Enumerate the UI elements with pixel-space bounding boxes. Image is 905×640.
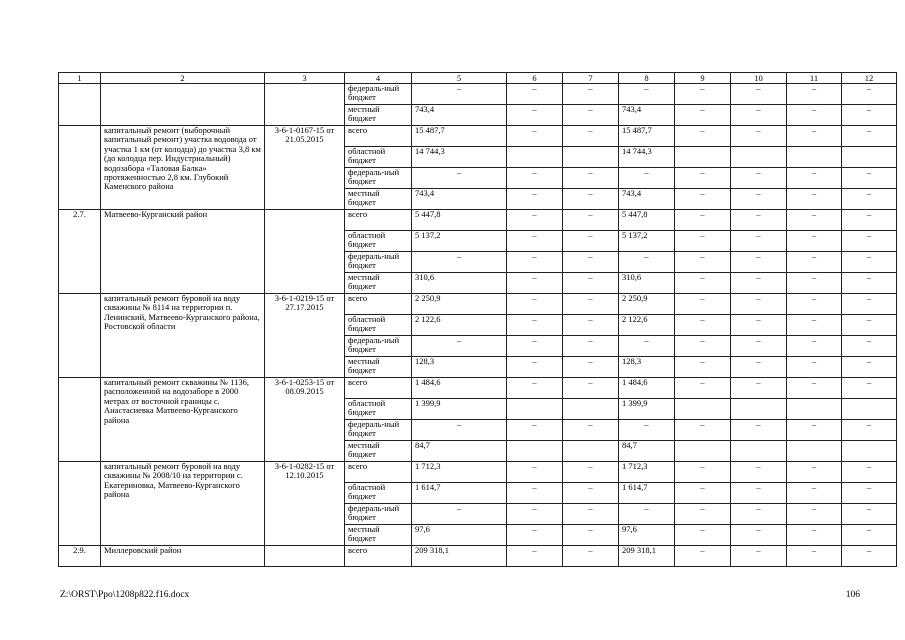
header-cell: 9	[675, 73, 731, 84]
value-cell-c5: 1 484,6	[412, 378, 507, 399]
value-cell-c8: 209 318,1	[619, 546, 675, 567]
value-cell-c5: 1 399,9	[412, 399, 507, 420]
funding-source-cell: федераль-ный бюджет	[345, 504, 412, 525]
value-cell-c12: –	[842, 273, 897, 294]
value-cell-c12: –	[842, 210, 897, 231]
value-cell-c12: –	[842, 336, 897, 357]
value-cell-c12	[842, 441, 897, 462]
budget-table	[58, 72, 897, 567]
value-cell-c11	[787, 441, 842, 462]
value-cell-c11: –	[787, 462, 842, 483]
document-number-cell: 3-6-1-0253-15 от 08.09.2015	[265, 378, 345, 462]
value-cell-c6: –	[507, 378, 563, 399]
value-cell-c10: –	[731, 231, 787, 252]
table-row	[59, 378, 897, 399]
value-cell-c9: –	[675, 210, 731, 231]
value-cell-c12: –	[842, 378, 897, 399]
value-cell-c10: –	[731, 462, 787, 483]
value-cell-c7	[563, 147, 619, 168]
value-cell-c12: –	[842, 462, 897, 483]
value-cell-c6: –	[507, 126, 563, 147]
item-number-cell	[59, 126, 101, 210]
value-cell-c5: –	[412, 168, 507, 189]
value-cell-c11	[787, 399, 842, 420]
item-name-cell: капитальный ремонт скважины № 1136, расположенной на водозаборе в 2000 метрах от восточной границы с. Анастасиевка Матвеево-Курганского района	[101, 378, 265, 462]
funding-source-cell: всего	[345, 126, 412, 147]
value-cell-c7	[563, 441, 619, 462]
value-cell-c9: –	[675, 168, 731, 189]
funding-source-cell: областной бюджет	[345, 399, 412, 420]
value-cell-c12: –	[842, 105, 897, 126]
value-cell-c5: 209 318,1	[412, 546, 507, 567]
value-cell-c12: –	[842, 189, 897, 210]
value-cell-c9: –	[675, 357, 731, 378]
value-cell-c12: –	[842, 84, 897, 105]
value-cell-c11: –	[787, 231, 842, 252]
value-cell-c8: 310,6	[619, 273, 675, 294]
header-cell: 4	[345, 73, 412, 84]
value-cell-c8: 15 487,7	[619, 126, 675, 147]
value-cell-c12: –	[842, 546, 897, 567]
item-number-cell: 2.7.	[59, 210, 101, 294]
value-cell-c12: –	[842, 252, 897, 273]
value-cell-c9: –	[675, 504, 731, 525]
value-cell-c8: 2 122,6	[619, 315, 675, 336]
table-row	[59, 210, 897, 231]
value-cell-c6: –	[507, 273, 563, 294]
value-cell-c5: –	[412, 420, 507, 441]
funding-source-cell: федераль-ный бюджет	[345, 252, 412, 273]
funding-source-cell: федераль-ный бюджет	[345, 336, 412, 357]
value-cell-c5: 97,6	[412, 525, 507, 546]
value-cell-c8: 743,4	[619, 189, 675, 210]
table-row	[59, 126, 897, 147]
value-cell-c7: –	[563, 294, 619, 315]
value-cell-c8: 1 614,7	[619, 483, 675, 504]
funding-source-cell: местный бюджет	[345, 525, 412, 546]
document-number-cell	[265, 210, 345, 294]
value-cell-c10: –	[731, 525, 787, 546]
header-cell: 2	[101, 73, 265, 84]
value-cell-c10: –	[731, 378, 787, 399]
value-cell-c6: –	[507, 462, 563, 483]
item-number-cell	[59, 84, 101, 126]
value-cell-c9: –	[675, 378, 731, 399]
item-name-cell: Матвеево-Курганский район	[101, 210, 265, 294]
value-cell-c12: –	[842, 168, 897, 189]
value-cell-c10: –	[731, 483, 787, 504]
value-cell-c11: –	[787, 105, 842, 126]
value-cell-c10: –	[731, 357, 787, 378]
header-cell: 12	[842, 73, 897, 84]
value-cell-c8: 743,4	[619, 105, 675, 126]
value-cell-c6: –	[507, 357, 563, 378]
value-cell-c5: 2 250,9	[412, 294, 507, 315]
value-cell-c11: –	[787, 525, 842, 546]
value-cell-c11: –	[787, 126, 842, 147]
value-cell-c5: 743,4	[412, 105, 507, 126]
value-cell-c9	[675, 441, 731, 462]
value-cell-c8: 128,3	[619, 357, 675, 378]
item-number-cell	[59, 294, 101, 378]
value-cell-c8: 1 399,9	[619, 399, 675, 420]
table-row	[59, 84, 897, 105]
value-cell-c9	[675, 147, 731, 168]
item-name-cell: Миллеровский район	[101, 546, 265, 567]
funding-source-cell: местный бюджет	[345, 273, 412, 294]
value-cell-c11: –	[787, 378, 842, 399]
value-cell-c10: –	[731, 252, 787, 273]
value-cell-c9: –	[675, 525, 731, 546]
value-cell-c11: –	[787, 357, 842, 378]
value-cell-c7: –	[563, 168, 619, 189]
value-cell-c7: –	[563, 378, 619, 399]
value-cell-c10: –	[731, 168, 787, 189]
header-row	[59, 73, 897, 84]
value-cell-c10: –	[731, 84, 787, 105]
value-cell-c7: –	[563, 336, 619, 357]
value-cell-c11: –	[787, 252, 842, 273]
value-cell-c5: 1 712,3	[412, 462, 507, 483]
value-cell-c6	[507, 147, 563, 168]
funding-source-cell: местный бюджет	[345, 105, 412, 126]
value-cell-c9: –	[675, 126, 731, 147]
value-cell-c11: –	[787, 315, 842, 336]
value-cell-c8: 2 250,9	[619, 294, 675, 315]
value-cell-c5: 84,7	[412, 441, 507, 462]
value-cell-c11: –	[787, 273, 842, 294]
value-cell-c6: –	[507, 420, 563, 441]
value-cell-c10: –	[731, 504, 787, 525]
value-cell-c7: –	[563, 546, 619, 567]
value-cell-c11: –	[787, 336, 842, 357]
value-cell-c6: –	[507, 483, 563, 504]
value-cell-c9: –	[675, 315, 731, 336]
value-cell-c5: –	[412, 84, 507, 105]
value-cell-c11: –	[787, 294, 842, 315]
value-cell-c6: –	[507, 252, 563, 273]
document-number-cell	[265, 546, 345, 567]
item-name-cell: капитальный ремонт буровой на воду скважины № 8114 на территории п. Ленинский, Матвеево-Курганского района, Ростовской области	[101, 294, 265, 378]
value-cell-c10: –	[731, 336, 787, 357]
value-cell-c6: –	[507, 294, 563, 315]
value-cell-c5: 5 137,2	[412, 231, 507, 252]
value-cell-c10: –	[731, 189, 787, 210]
funding-source-cell: местный бюджет	[345, 357, 412, 378]
value-cell-c9: –	[675, 336, 731, 357]
funding-source-cell: областной бюджет	[345, 147, 412, 168]
value-cell-c5: 14 744,3	[412, 147, 507, 168]
value-cell-c7: –	[563, 126, 619, 147]
value-cell-c5: 128,3	[412, 357, 507, 378]
value-cell-c5: 5 447,8	[412, 210, 507, 231]
value-cell-c6	[507, 441, 563, 462]
item-number-cell	[59, 378, 101, 462]
value-cell-c6: –	[507, 168, 563, 189]
value-cell-c7: –	[563, 525, 619, 546]
table-row	[59, 462, 897, 483]
funding-source-cell: местный бюджет	[345, 441, 412, 462]
value-cell-c8: 84,7	[619, 441, 675, 462]
funding-source-cell: местный бюджет	[345, 189, 412, 210]
value-cell-c8: 1 484,6	[619, 378, 675, 399]
header-cell: 6	[507, 73, 563, 84]
value-cell-c9: –	[675, 252, 731, 273]
value-cell-c11: –	[787, 420, 842, 441]
document-number-cell: 3-6-1-0167-15 от 21.05.2015	[265, 126, 345, 210]
value-cell-c5: 310,6	[412, 273, 507, 294]
value-cell-c6: –	[507, 105, 563, 126]
value-cell-c7: –	[563, 84, 619, 105]
header-cell: 5	[412, 73, 507, 84]
value-cell-c8: –	[619, 504, 675, 525]
value-cell-c7: –	[563, 273, 619, 294]
value-cell-c7: –	[563, 483, 619, 504]
value-cell-c10: –	[731, 273, 787, 294]
file-path: Z:\ORST\Ppo\1208p822.f16.docx	[60, 590, 190, 600]
document-number-cell: 3-6-1-0282-15 от 12.10.2015	[265, 462, 345, 546]
page-number: 106	[845, 590, 860, 600]
value-cell-c9: –	[675, 294, 731, 315]
value-cell-c7: –	[563, 420, 619, 441]
value-cell-c5: 1 614,7	[412, 483, 507, 504]
value-cell-c12: –	[842, 315, 897, 336]
funding-source-cell: федераль-ный бюджет	[345, 168, 412, 189]
value-cell-c7: –	[563, 315, 619, 336]
value-cell-c9	[675, 399, 731, 420]
value-cell-c6: –	[507, 504, 563, 525]
value-cell-c8: 97,6	[619, 525, 675, 546]
value-cell-c8: 1 712,3	[619, 462, 675, 483]
header-cell: 10	[731, 73, 787, 84]
funding-source-cell: всего	[345, 294, 412, 315]
value-cell-c9: –	[675, 420, 731, 441]
value-cell-c9: –	[675, 84, 731, 105]
table-body	[59, 73, 897, 567]
table-row	[59, 294, 897, 315]
document-number-cell	[265, 84, 345, 126]
value-cell-c10: –	[731, 294, 787, 315]
funding-source-cell: всего	[345, 210, 412, 231]
value-cell-c8: –	[619, 420, 675, 441]
value-cell-c5: –	[412, 504, 507, 525]
funding-source-cell: федераль-ный бюджет	[345, 420, 412, 441]
value-cell-c6: –	[507, 315, 563, 336]
header-cell: 3	[265, 73, 345, 84]
value-cell-c9: –	[675, 462, 731, 483]
item-number-cell: 2.9.	[59, 546, 101, 567]
value-cell-c12: –	[842, 483, 897, 504]
funding-source-cell: федераль-ный бюджет	[345, 84, 412, 105]
value-cell-c9: –	[675, 189, 731, 210]
value-cell-c5: 743,4	[412, 189, 507, 210]
value-cell-c8: –	[619, 168, 675, 189]
value-cell-c9: –	[675, 546, 731, 567]
value-cell-c8: –	[619, 252, 675, 273]
value-cell-c6: –	[507, 525, 563, 546]
value-cell-c7: –	[563, 357, 619, 378]
value-cell-c7: –	[563, 210, 619, 231]
header-cell: 8	[619, 73, 675, 84]
value-cell-c10: –	[731, 210, 787, 231]
value-cell-c8: 14 744,3	[619, 147, 675, 168]
value-cell-c5: –	[412, 252, 507, 273]
value-cell-c7: –	[563, 504, 619, 525]
value-cell-c12: –	[842, 504, 897, 525]
funding-source-cell: всего	[345, 546, 412, 567]
value-cell-c10	[731, 399, 787, 420]
value-cell-c6: –	[507, 546, 563, 567]
value-cell-c7: –	[563, 252, 619, 273]
value-cell-c7	[563, 399, 619, 420]
value-cell-c9: –	[675, 105, 731, 126]
funding-source-cell: всего	[345, 378, 412, 399]
value-cell-c7: –	[563, 462, 619, 483]
value-cell-c8: 5 447,8	[619, 210, 675, 231]
value-cell-c7: –	[563, 231, 619, 252]
value-cell-c6: –	[507, 84, 563, 105]
value-cell-c6: –	[507, 210, 563, 231]
value-cell-c5: 2 122,6	[412, 315, 507, 336]
funding-source-cell: областной бюджет	[345, 231, 412, 252]
value-cell-c12: –	[842, 294, 897, 315]
item-number-cell	[59, 462, 101, 546]
value-cell-c7: –	[563, 189, 619, 210]
value-cell-c5: –	[412, 336, 507, 357]
value-cell-c8: –	[619, 336, 675, 357]
value-cell-c10	[731, 441, 787, 462]
value-cell-c11: –	[787, 210, 842, 231]
item-name-cell: капитальный ремонт (выборочный капитальный ремонт) участка водовода от участка 1 км (от колодца) до участка 3,8 км (до колодца пер. Индустриальный) водозабора «Таловая Балка» протяженностью 2,8 км. Глубокий Каменского района	[101, 126, 265, 210]
value-cell-c8: 5 137,2	[619, 231, 675, 252]
value-cell-c10	[731, 147, 787, 168]
table-row	[59, 546, 897, 567]
value-cell-c7: –	[563, 105, 619, 126]
item-name-cell	[101, 84, 265, 126]
value-cell-c12	[842, 399, 897, 420]
document-number-cell: 3-6-1-0219-15 от 27.17.2015	[265, 294, 345, 378]
value-cell-c6	[507, 399, 563, 420]
value-cell-c11: –	[787, 189, 842, 210]
funding-source-cell: всего	[345, 462, 412, 483]
value-cell-c6: –	[507, 189, 563, 210]
value-cell-c10: –	[731, 420, 787, 441]
value-cell-c12: –	[842, 420, 897, 441]
header-cell: 11	[787, 73, 842, 84]
value-cell-c11: –	[787, 84, 842, 105]
value-cell-c10: –	[731, 126, 787, 147]
value-cell-c11: –	[787, 546, 842, 567]
value-cell-c11	[787, 147, 842, 168]
funding-source-cell: областной бюджет	[345, 483, 412, 504]
value-cell-c12	[842, 147, 897, 168]
value-cell-c12: –	[842, 231, 897, 252]
header-cell: 7	[563, 73, 619, 84]
value-cell-c9: –	[675, 273, 731, 294]
page-footer	[60, 590, 860, 602]
header-cell: 1	[59, 73, 101, 84]
value-cell-c10: –	[731, 315, 787, 336]
value-cell-c9: –	[675, 483, 731, 504]
value-cell-c12: –	[842, 525, 897, 546]
value-cell-c5: 15 487,7	[412, 126, 507, 147]
value-cell-c8: –	[619, 84, 675, 105]
value-cell-c6: –	[507, 231, 563, 252]
value-cell-c10: –	[731, 105, 787, 126]
value-cell-c10: –	[731, 546, 787, 567]
value-cell-c12: –	[842, 357, 897, 378]
value-cell-c11: –	[787, 504, 842, 525]
value-cell-c9: –	[675, 231, 731, 252]
value-cell-c11: –	[787, 483, 842, 504]
funding-source-cell: областной бюджет	[345, 315, 412, 336]
value-cell-c6: –	[507, 336, 563, 357]
value-cell-c12: –	[842, 126, 897, 147]
item-name-cell: капитальный ремонт буровой на воду скважины № 2008/10 на территории с. Екатериновка, Матвеево-Курганского района	[101, 462, 265, 546]
value-cell-c11: –	[787, 168, 842, 189]
